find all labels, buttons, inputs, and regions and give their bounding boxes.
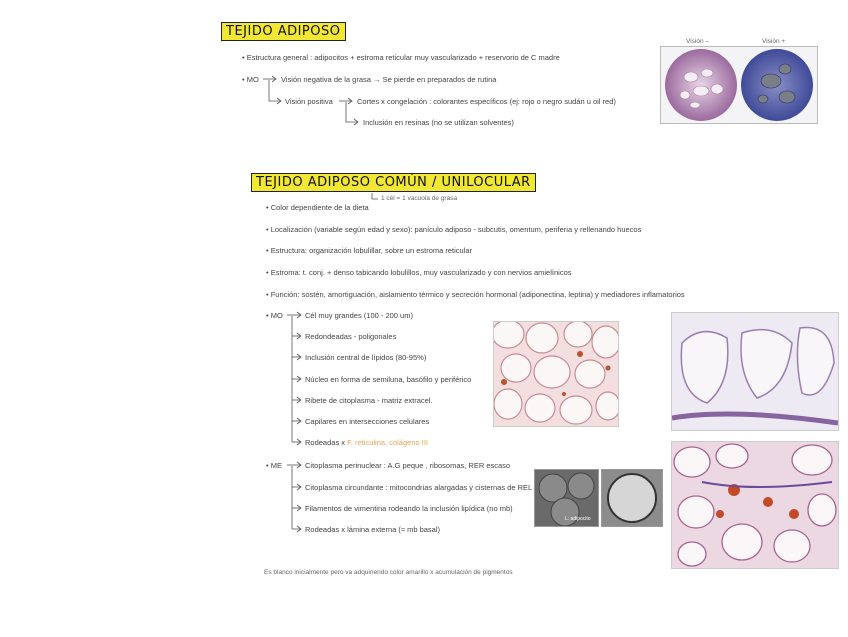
mo2-label: MO — [270, 311, 283, 320]
reticulin-highlight: F. reticulina, colágeno III — [347, 438, 429, 447]
item-structure: • Estructura: organización lobulillar, sobre un estroma reticular — [266, 246, 473, 255]
item-location: • Localización (variable según edad y sexo): panículo adiposo - subcutis, omentum, periferia y rellenando huecos — [266, 225, 642, 234]
lobule-graphic — [672, 313, 838, 430]
me-item-perinuclear: Citoplasma perinuclear : A.G peque , ribosomas, RER escaso — [305, 461, 511, 470]
mo-label: MO — [246, 75, 259, 84]
mo-item-shape: Redondeadas - poligonales — [305, 332, 397, 341]
negative-view-text: Visión negativa de la grasa → Se pierde en preparados de rutina — [281, 75, 497, 84]
histology-comparison-image — [660, 46, 818, 124]
em-caption: L: adipocito — [565, 516, 591, 522]
mo-item-cytoplasm: Ribete de citoplasma - matriz extracel. — [305, 396, 433, 405]
item-color-text: Color dependiente de la dieta — [270, 203, 369, 212]
stroma-micrograph — [671, 441, 839, 569]
item-function-text: Función: sostén, amortiguación, aislamiento térmico y secreción hormonal (adiponectina, leptina) y mediadores inflamatorios — [270, 290, 685, 299]
negative-view-label: Visión – — [686, 38, 710, 45]
item-location-text: Localización (variable según edad y sexo): panículo adiposo - subcutis, omentum, periferia y rellenando huecos — [270, 225, 642, 234]
adipocyte-cells-graphic — [494, 322, 618, 426]
mo-bullet: • MO — [242, 75, 259, 84]
item-structure-text: Estructura: organización lobulillar, sobre un estroma reticular — [270, 246, 473, 255]
mo-item-capillaries: Capilares en intersecciones celulares — [305, 417, 430, 426]
adipocyte-micrograph — [493, 321, 619, 427]
mo-item-surrounded — [305, 438, 428, 447]
em-single-cell-graphic — [602, 470, 662, 526]
item-stroma-text: Estroma: t. conj. + denso tabicando lobulillos, muy vascularizado y con nervios amielínicos — [270, 268, 572, 277]
mo-item-size: Cél muy grandes (100 - 200 um) — [305, 311, 413, 320]
positive-view-label: Visión + — [762, 38, 786, 45]
em-image-2 — [601, 469, 663, 527]
em-image-1 — [534, 469, 599, 527]
me-label: ME — [270, 461, 282, 470]
lobule-micrograph — [671, 312, 839, 431]
item-color: • Color dependiente de la dieta — [266, 203, 369, 212]
structure-bullet: • Estructura general : adipocitos + estroma reticular muy vascularizado + reservorio de C madre — [242, 53, 560, 62]
item-function: • Función: sostén, amortiguación, aislamiento térmico y secreción hormonal (adiponectina, leptina) y mediadores inflamatorios — [266, 290, 685, 299]
item-stroma: • Estroma: t. conj. + denso tabicando lobulillos, muy vascularizado y con nervios amielínicos — [266, 268, 572, 277]
mo-surrounded-text: Rodeadas x — [305, 438, 346, 447]
frozen-sections-text: Cortes x congelación : colorantes específicos (ej: rojo o negro sudán u oil red) — [357, 97, 616, 106]
me-item-lamina: Rodeadas x lámina externa (≈ mb basal) — [305, 525, 441, 534]
structure-text: Estructura general : adipocitos + estroma reticular muy vascularizado + reservorio de C madre — [246, 53, 560, 62]
histology-circles-graphic — [661, 47, 817, 123]
footer-note: Es blanco inicialmente pero va adquiriendo color amarillo x acumulación de pigmentos — [264, 569, 513, 576]
resin-inclusion-text: Inclusión en resinas (no se utilizan solventes) — [363, 118, 514, 127]
me-item-circundante: Citoplasma circundante : mitocondrias alargadas y cisternas de REL — [305, 483, 533, 492]
me-item-vimentin: Filamentos de vimentina rodeando la inclusión lipídica (no mb) — [305, 504, 513, 513]
section1-title: TEJIDO ADIPOSO — [221, 22, 346, 41]
me-bullet: • ME — [266, 461, 282, 470]
mo-item-nucleus: Núcleo en forma de semiluna, basófilo y periférico — [305, 375, 472, 384]
mo-item-lipid: Inclusión central de lípidos (80-95%) — [305, 353, 427, 362]
mo2-bullet: • MO — [266, 311, 283, 320]
one-cell-note: 1 cél = 1 vacuola de grasa — [381, 195, 458, 202]
section2-title: TEJIDO ADIPOSO COMÚN / UNILOCULAR — [251, 173, 536, 192]
positive-view-text: Visión positiva — [285, 97, 333, 106]
stroma-graphic — [672, 442, 838, 568]
